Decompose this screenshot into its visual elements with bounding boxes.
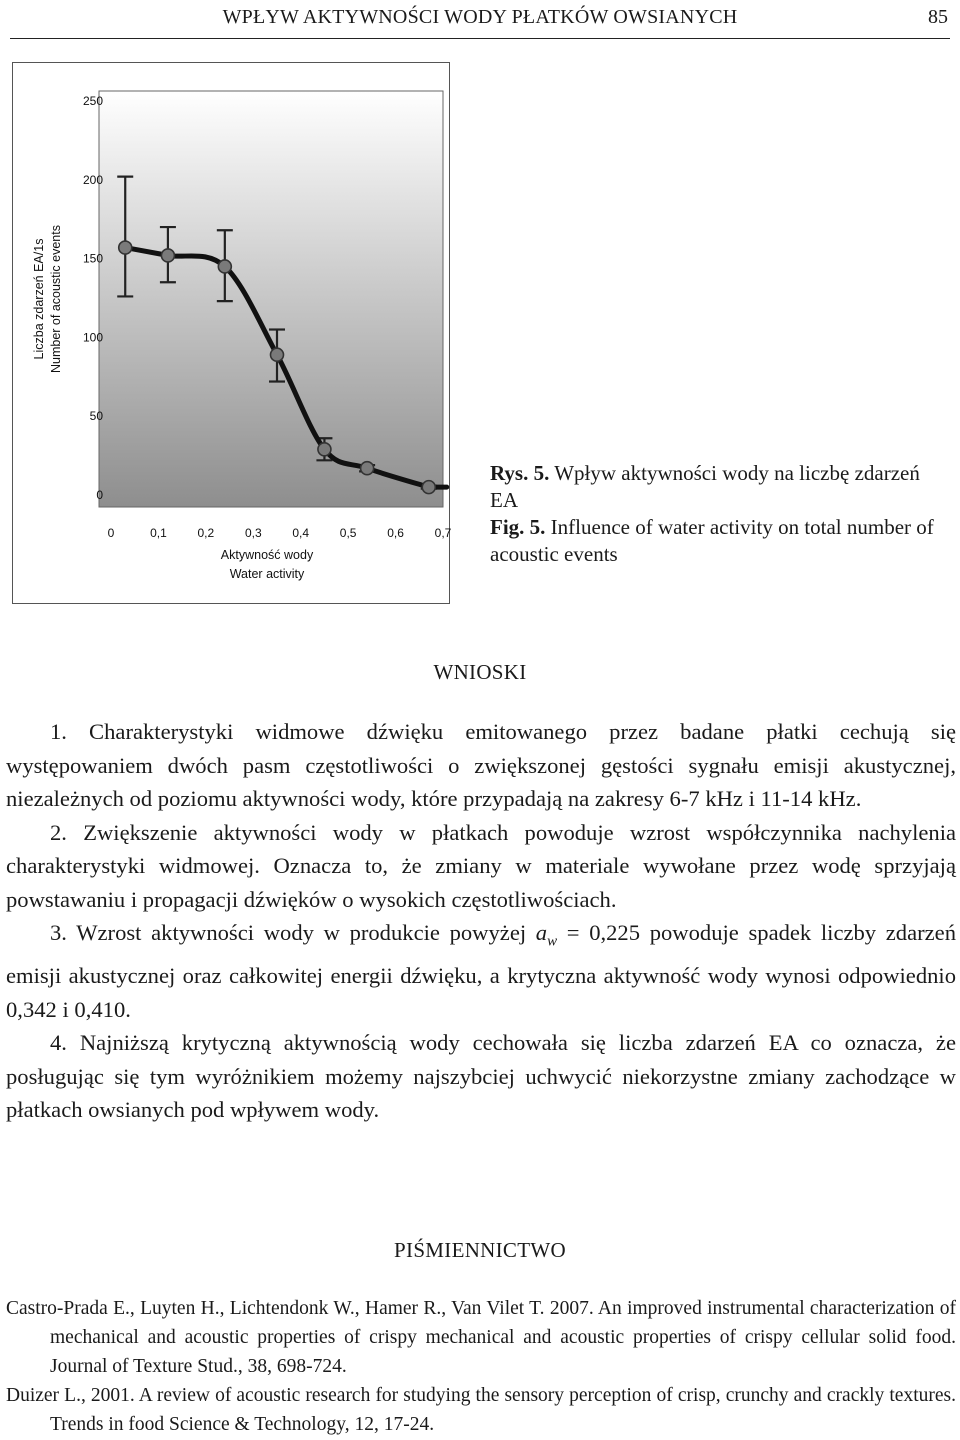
caption-en-label: Fig. 5. (490, 515, 546, 539)
conclusions-heading: WNIOSKI (433, 660, 527, 684)
caption-pl (490, 460, 950, 514)
caption-pl-text: Wpływ aktywności wody na liczbę zdarzeń EA (490, 461, 920, 512)
y-axis-label-pl: Liczba zdarzeń EA/1s (32, 238, 46, 360)
x-tick-label: 0,7 (434, 526, 452, 540)
y-axis-label-en: Number of acoustic events (49, 225, 63, 373)
reference-item: Duizer L., 2001. A review of acoustic research for studying the sensory perception of crisp, crunchy and crackly textures. Trends in food Science & Technology, 12, 17-24. (6, 1385, 956, 1435)
data-point (119, 241, 132, 254)
data-point (422, 481, 435, 494)
x-tick-label: 0,5 (339, 526, 357, 540)
y-tick-label: 150 (82, 251, 103, 266)
caption-pl-label: Rys. 5. (490, 461, 550, 485)
figure-chart-frame (12, 62, 450, 604)
conclusion-4: 4. Najniższą krytyczną aktywnością wody cechowała się liczba zdarzeń EA co oznacza, że posługując się tym wyróżnikiem możemy najszybciej uchwycić niekorzystne zmiany zachodzące w płatkach owsianych pod wpływem wody. (6, 1030, 956, 1123)
x-axis-label-en: Water activity (229, 567, 305, 581)
running-header (10, 0, 950, 39)
x-tick-label: 0,3 (244, 526, 262, 540)
caption-en-text: Influence of water activity on total number of acoustic events (490, 515, 934, 566)
y-tick-label: 200 (82, 172, 103, 187)
conclusion-3-sub: w (547, 933, 558, 950)
data-point (218, 260, 231, 273)
data-point (318, 443, 331, 456)
conclusions-body (6, 715, 956, 1127)
y-tick-label: 250 (82, 94, 103, 108)
conclusion-3-after: = 0,225 powoduje spadek liczby zdarzeń emisji akustycznej oraz całkowitej energii dźwięku, a krytyczna aktywność wody wynosi odpowiednio 0,342 i 0,410. (6, 920, 956, 1022)
conclusion-2: 2. Zwiększenie aktywności wody w płatkach powoduje wzrost współczynnika nachylenia charakterystyki widmowej. Oznacza to, że zmiany w materiale wywołane przez wodę sprzyjają powstawaniu i propagacji dźwięków o wysokich częstotliwościach. (6, 819, 956, 912)
conclusion-1: 1. Charakterystyki widmowe dźwięku emitowanego przez badane płatki cechują się występowaniem dwóch pasm częstotliwości o zwiększonej gęstości sygnału emisji akustycznej, niezależnych od poziomu aktywności wody, które przypadają na zakresy 6-7 kHz i 11-14 kHz. (6, 719, 956, 811)
data-point (271, 348, 284, 361)
reference-item: Castro-Prada E., Luyten H., Lichtendonk W., Hamer R., Van Vilet T. 2007. An improved instrumental characterization of mechanical and acoustic properties of crispy mechanical and acoustic properties of crispy cellular solid food. Journal of Texture Stud., 38, 698-724. (6, 1298, 956, 1377)
references-heading: PIŚMIENNICTWO (394, 1238, 566, 1262)
x-tick-label: 0,6 (387, 526, 404, 540)
running-title: WPŁYW AKTYWNOŚCI WODY PŁATKÓW OWSIANYCH (222, 6, 738, 28)
figure-caption (490, 460, 950, 568)
x-tick-label: 0,4 (292, 526, 310, 540)
conclusion-3 (6, 916, 956, 1026)
x-tick-label: 0 (107, 526, 115, 540)
y-tick-label: 0 (96, 488, 103, 502)
data-point (361, 462, 374, 475)
x-axis-label-pl: Aktywność wody (220, 548, 314, 562)
y-tick-label: 100 (82, 330, 103, 345)
conclusion-3-before: 3. Wzrost aktywności wody w produkcie powyżej (50, 920, 536, 945)
plot-area (99, 91, 443, 507)
conclusion-3-var: a (535, 920, 548, 945)
x-tick-label: 0,1 (150, 526, 167, 540)
references-list (6, 1294, 956, 1439)
caption-en (490, 514, 950, 568)
data-point (161, 249, 174, 262)
water-activity-chart (13, 63, 452, 603)
y-tick-label: 50 (89, 409, 103, 424)
page-number: 85 (928, 6, 948, 28)
x-tick-label: 0,2 (197, 526, 215, 540)
